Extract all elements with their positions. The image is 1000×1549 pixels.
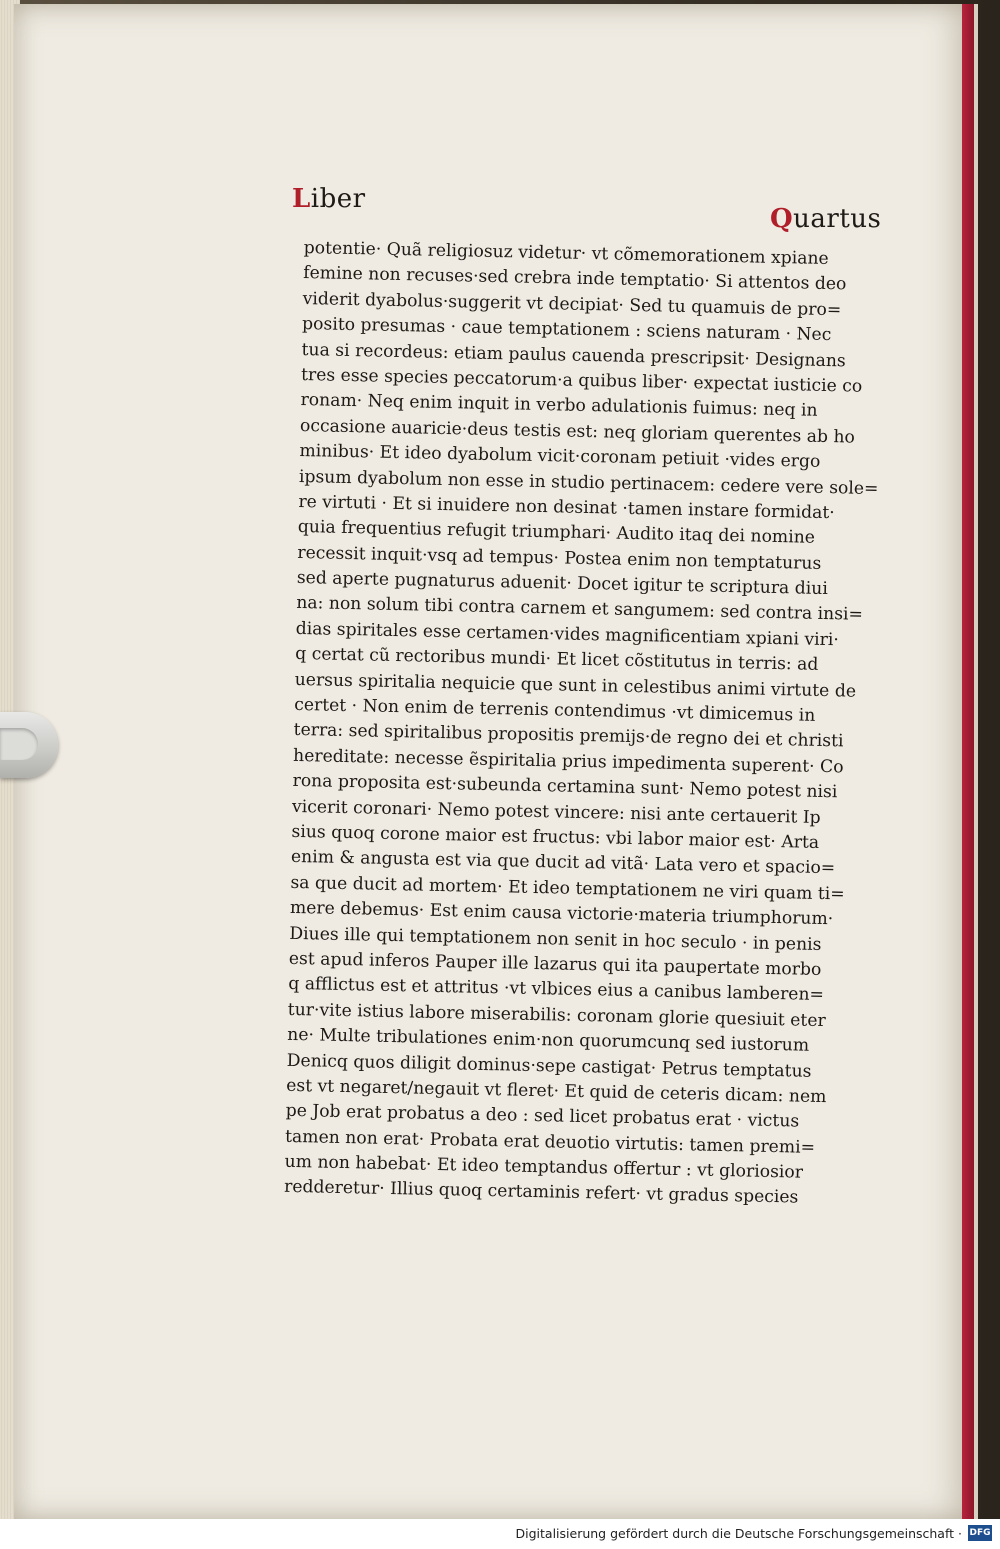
text-line: Diues ille qui temptationem non senit in hoc seculo · in penis (289, 923, 822, 955)
text-line: occasione auaricie·deus testis est: neq gloriam querentes ab ho (299, 415, 856, 448)
running-head-left (292, 184, 366, 214)
dfg-logo-icon: DFG (968, 1525, 992, 1541)
text-line: enim & angusta est via que ducit ad vitã· Lata vero et spacio= (290, 847, 836, 879)
text-line: uersus spiritalia nequicie que sunt in celestibus animi virtute de (294, 669, 857, 702)
text-line: redderetur· Illius quoq certaminis refert· vt gradus species (283, 1177, 799, 1209)
text-line: ne· Multe tribulationes enim·non quorumcunq sed iustorum (287, 1024, 810, 1056)
text-line: q certat cũ rectoribus mundi· Et licet cõstitutus in terris: ad (295, 644, 819, 676)
text-line: vicerit coronari· Nemo potest vincere: nisi ante certauerit Ip (291, 796, 821, 828)
funding-credit: Digitalisierung gefördert durch die Deutsche Forschungsgemeinschaft · (515, 1526, 962, 1541)
text-line: est apud inferos Pauper ille lazarus qui ita paupertate morbo (288, 948, 822, 980)
text-line: dias spiritales esse certamen·vides magnificentiam xpiani viri· (295, 618, 840, 651)
text-line: quia frequentius refugit triumphari· Audito itaq dei nomine (297, 517, 816, 549)
text-line: sius quoq corone maior est fructus: vbi labor maior est· Arta (291, 821, 820, 853)
text-line: na: non solum tibi contra carnem et sangumem: sed contra insi= (296, 593, 864, 626)
text-line: est vt negaret/negauit vt fleret· Et quid de ceteris dicam: nem (285, 1075, 827, 1108)
text-line: ipsum dyabolum non esse in studio pertinacem: cedere vere sole= (298, 466, 879, 499)
text-line: um non habebat· Et ideo temptandus offertur : vt gloriosior (284, 1151, 804, 1183)
text-line: tua si recordeus: etiam paulus cauenda prescripsit· Designans (301, 339, 846, 371)
text-line: sed aperte pugnaturus aduenit· Docet igitur te scriptura diui (296, 568, 829, 600)
text-line: sa que ducit ad mortem· Et ideo temptationem ne viri quam ti= (290, 872, 845, 905)
text-column (283, 236, 879, 1212)
text-line: femine non recuses·sed crebra inde temptatio· Si attentos deo (303, 263, 847, 295)
bookmark-ribbon (962, 4, 974, 1524)
text-line: q afflictus est et attritus ·vt vlbices eius a canibus lamberen= (288, 974, 825, 1006)
text-line: Denicq quos diligit dominus·sepe castigat· Petrus temptatus (286, 1050, 812, 1082)
running-head-right (770, 204, 881, 234)
text-line: potentie· Quã religiosuz videtur· vt cõmemorationem xpiane (303, 237, 829, 269)
text-line: tur·vite istius labore miserabilis: coronam glorie quesiuit eter (287, 999, 826, 1031)
text-line: recessit inquit·vsq ad tempus· Postea enim non temptaturus (297, 542, 822, 574)
running-head-left-text: Liber (292, 184, 366, 214)
text-line: hereditate: necesse ẽspiritalia prius impedimenta superent· Co (292, 745, 844, 778)
text-line: ronam· Neq enim inquit in verbo adulationis fuimus: neq in (300, 390, 818, 422)
text-line: terra: sed spiritalibus propositis premijs·de regno dei et christi (293, 720, 844, 752)
text-line: tamen non erat· Probata erat deuotio virtutis: tamen premi= (284, 1126, 816, 1158)
page-clip-inner (0, 728, 38, 760)
footer-bar (0, 1519, 1000, 1549)
text-line: tres esse species peccatorum·a quibus liber· expectat iusticie co (300, 364, 863, 397)
running-head-right-text: Quartus (770, 204, 882, 234)
text-line: minibus· Et ideo dyabolum vicit·coronam petiuit ·vides ergo (299, 441, 821, 472)
text-line: viderit dyabolus·suggerit vt decipiat· Sed tu quamuis de pro= (302, 288, 842, 321)
text-line: posito presumas · caue temptationem : sciens naturam · Nec (301, 314, 832, 346)
text-line: certet · Non enim de terrenis contendimus ·vt dimicemus in (293, 694, 816, 726)
text-line: mere debemus· Est enim causa victorie·materia triumphorum· (289, 898, 834, 930)
text-line: pe Job erat probatus a deo : sed licet probatus erat · victus (285, 1101, 800, 1132)
text-line: re virtuti · Et si inuidere non desinat ·tamen instare formidat· (298, 491, 835, 524)
text-line: rona proposita est·subeunda certamina sunt· Nemo potest nisi (292, 771, 838, 803)
